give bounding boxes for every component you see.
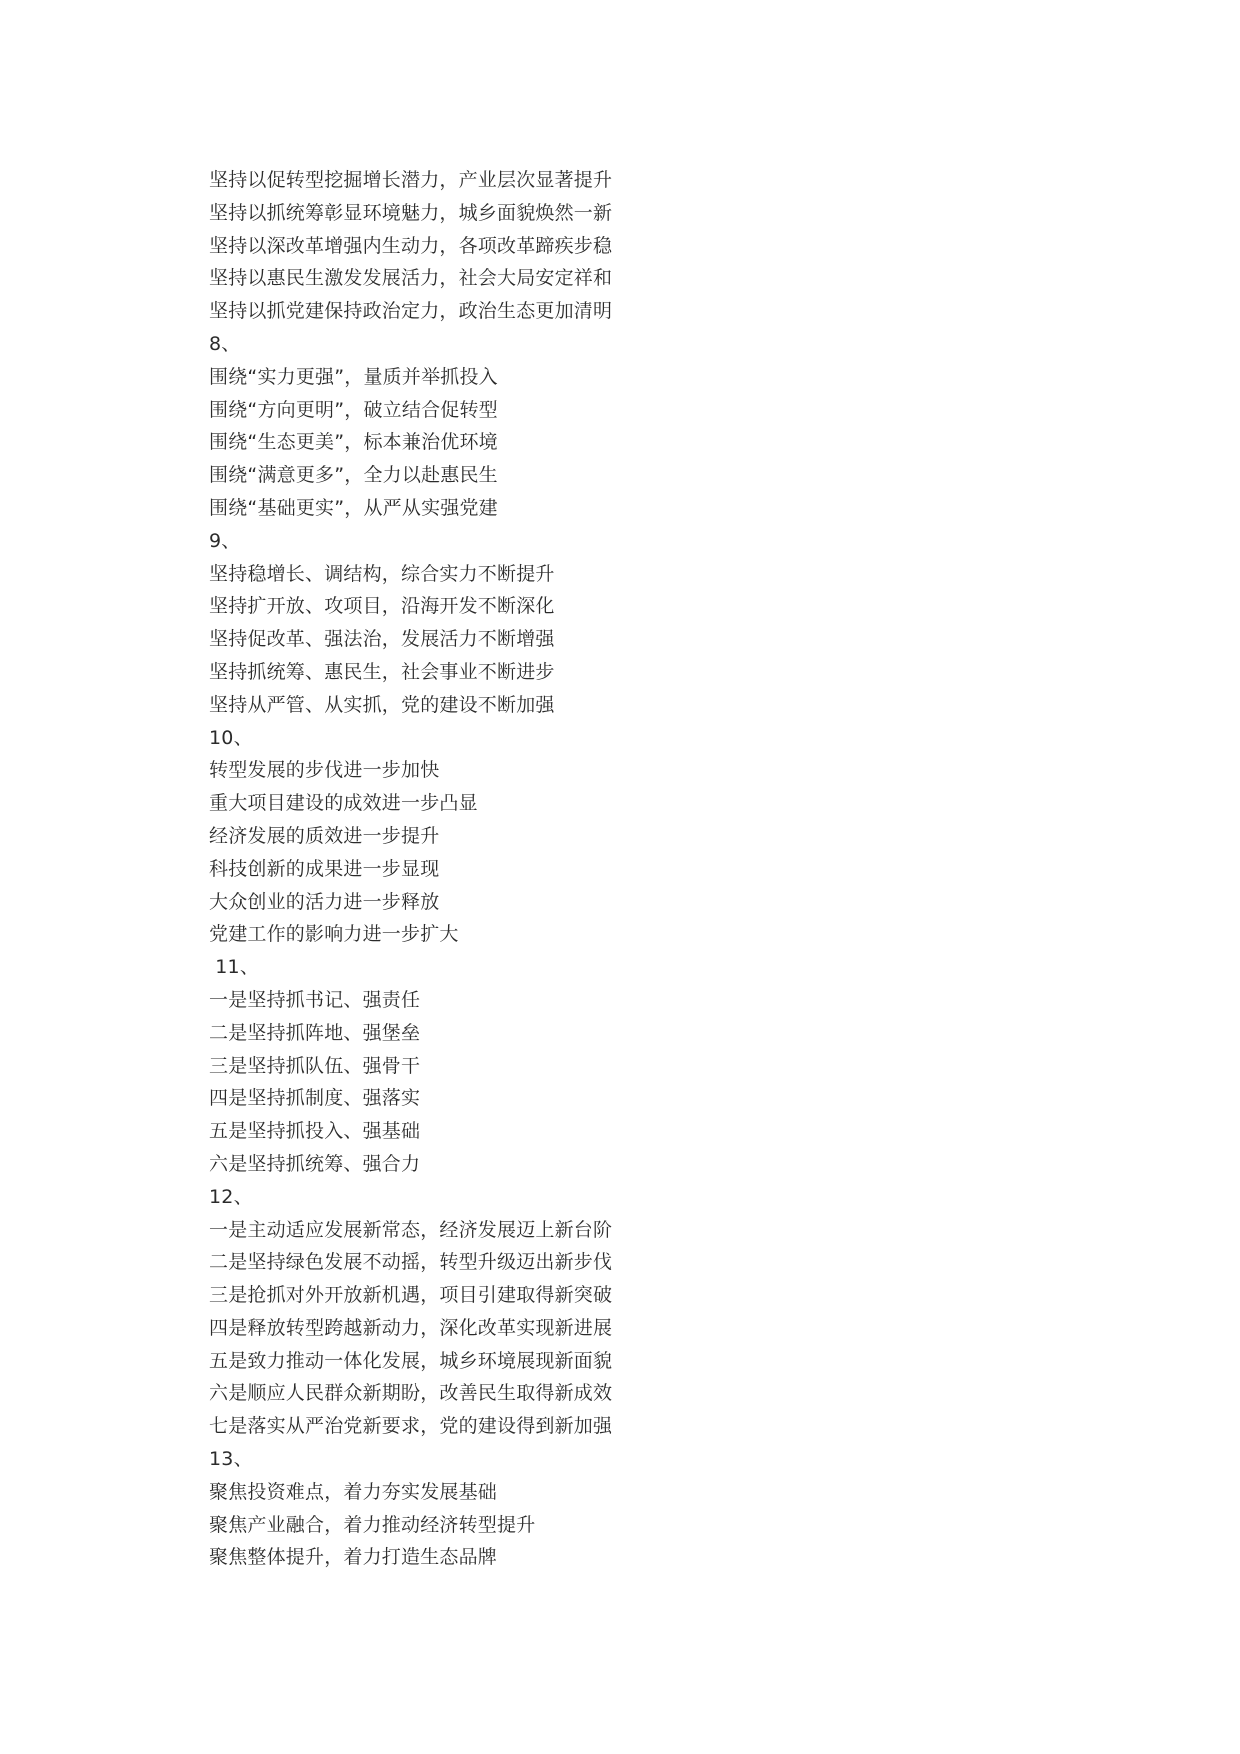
text-line: 聚焦投资难点，着力夯实发展基础 [209, 1480, 498, 1503]
text-line: 坚持稳增长、调结构，综合实力不断提升 [209, 562, 555, 585]
text-line: 三是坚持抓队伍、强骨干 [209, 1054, 421, 1077]
text-line: 重大项目建设的成效进一步凸显 [209, 792, 478, 815]
section-number: 10、 [209, 726, 253, 749]
text-line: 坚持从严管、从实抓，党的建设不断加强 [209, 693, 555, 716]
section-number: 11、 [209, 956, 260, 979]
text-line: 三是抢抓对外开放新机遇，项目引建取得新突破 [209, 1284, 613, 1307]
text-line: 大众创业的活力进一步释放 [209, 890, 440, 913]
text-line: 围绕“实力更强”，量质并举抓投入 [209, 365, 498, 388]
section-number: 9、 [209, 529, 241, 552]
text-line: 六是顺应人民群众新期盼，改善民生取得新成效 [209, 1382, 613, 1405]
text-line: 围绕“满意更多”，全力以赴惠民生 [209, 464, 498, 487]
text-line: 七是落实从严治党新要求，党的建设得到新加强 [209, 1415, 613, 1438]
text-line: 一是坚持抓书记、强责任 [209, 988, 421, 1011]
text-line: 围绕“生态更美”，标本兼治优环境 [209, 431, 498, 454]
text-line: 二是坚持绿色发展不动摇，转型升级迈出新步伐 [209, 1251, 613, 1274]
text-line: 围绕“方向更明”，破立结合促转型 [209, 398, 498, 421]
text-line: 坚持扩开放、攻项目，沿海开发不断深化 [209, 595, 555, 618]
section-number: 12、 [209, 1185, 253, 1208]
text-line: 科技创新的成果进一步显现 [209, 857, 440, 880]
text-line: 坚持以抓统筹彰显环境魅力，城乡面貌焕然一新 [209, 201, 613, 224]
text-line: 坚持以促转型挖掘增长潜力，产业层次显著提升 [209, 169, 613, 191]
text-line: 聚焦整体提升，着力打造生态品牌 [209, 1546, 498, 1569]
text-line: 六是坚持抓统筹、强合力 [209, 1152, 421, 1175]
text-line: 经济发展的质效进一步提升 [209, 824, 440, 847]
section-number: 13、 [209, 1448, 253, 1471]
text-line: 四是释放转型跨越新动力，深化改革实现新进展 [209, 1316, 613, 1339]
text-line: 党建工作的影响力进一步扩大 [209, 923, 459, 946]
text-line: 坚持以深改革增强内生动力，各项改革蹄疾步稳 [209, 234, 613, 257]
text-line: 五是坚持抓投入、强基础 [209, 1120, 421, 1143]
text-line: 四是坚持抓制度、强落实 [209, 1087, 421, 1110]
text-line: 坚持以抓党建保持政治定力，政治生态更加清明 [209, 300, 613, 323]
text-line: 坚持抓统筹、惠民生，社会事业不断进步 [209, 660, 555, 683]
section-number: 8、 [209, 332, 241, 355]
text-line: 聚焦产业融合，着力推动经济转型提升 [209, 1513, 536, 1536]
text-line: 坚持以惠民生激发发展活力，社会大局安定祥和 [209, 267, 613, 290]
text-line: 一是主动适应发展新常态，经济发展迈上新台阶 [209, 1218, 613, 1241]
text-line: 二是坚持抓阵地、强堡垒 [209, 1021, 421, 1044]
text-line: 坚持促改革、强法治，发展活力不断增强 [209, 628, 555, 651]
text-line: 转型发展的步伐进一步加快 [209, 759, 440, 782]
text-line: 五是致力推动一体化发展，城乡环境展现新面貌 [209, 1349, 613, 1372]
document-body [209, 164, 1009, 1574]
text-line: 围绕“基础更实”，从严从实强党建 [209, 496, 498, 519]
